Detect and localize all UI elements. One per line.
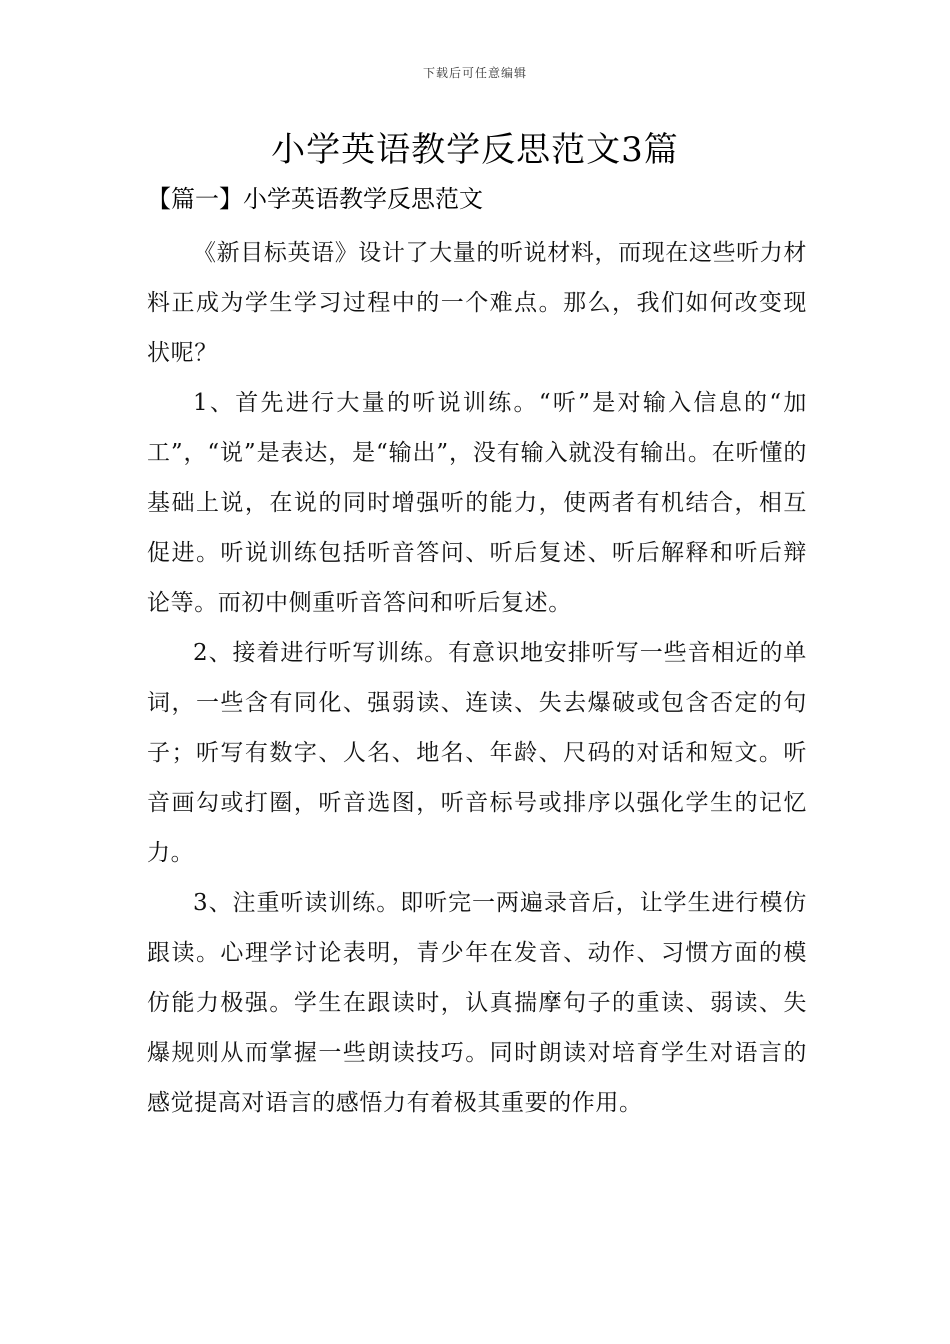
document-title: 小学英语教学反思范文3篇 [271,130,679,170]
paragraph-point-2: 2、接着进行听写训练。有意识地安排听写一些音相近的单词，一些含有同化、强弱读、连读、失去爆破或包含否定的句子；听写有数字、人名、地名、年龄、尺码的对话和短文。听音画勾或打圈，听音选图，听音标号或排序以强化学生的记忆力。 [147,640,807,866]
paragraph-point-1: 1、首先进行大量的听说训练。“听”是对输入信息的“加工”，“说”是表达，是“输出”，没有输入就没有输出。在听懂的基础上说，在说的同时增强听的能力，使两者有机结合，相互促进。听说训练包括听音答问、听后复述、听后解释和听后辩论等。而初中侧重听音答问和听后复述。 [147,390,807,616]
paragraph-intro: 《新目标英语》设计了大量的听说材料，而现在这些听力材料正成为学生学习过程中的一个难点。那么，我们如何改变现状呢？ [147,240,807,366]
header-note: 下载后可任意编辑 [422,66,527,80]
document-body [147,228,807,1128]
section-heading: 【篇一】小学英语教学反思范文 [147,185,483,213]
paragraph-point-3: 3、注重听读训练。即听完一两遍录音后，让学生进行模仿跟读。心理学讨论表明，青少年在发音、动作、习惯方面的模仿能力极强。学生在跟读时，认真揣摩句子的重读、弱读、失爆规则从而掌握一些朗读技巧。同时朗读对培育学生对语言的感觉提高对语言的感悟力有着极其重要的作用。 [147,890,807,1116]
